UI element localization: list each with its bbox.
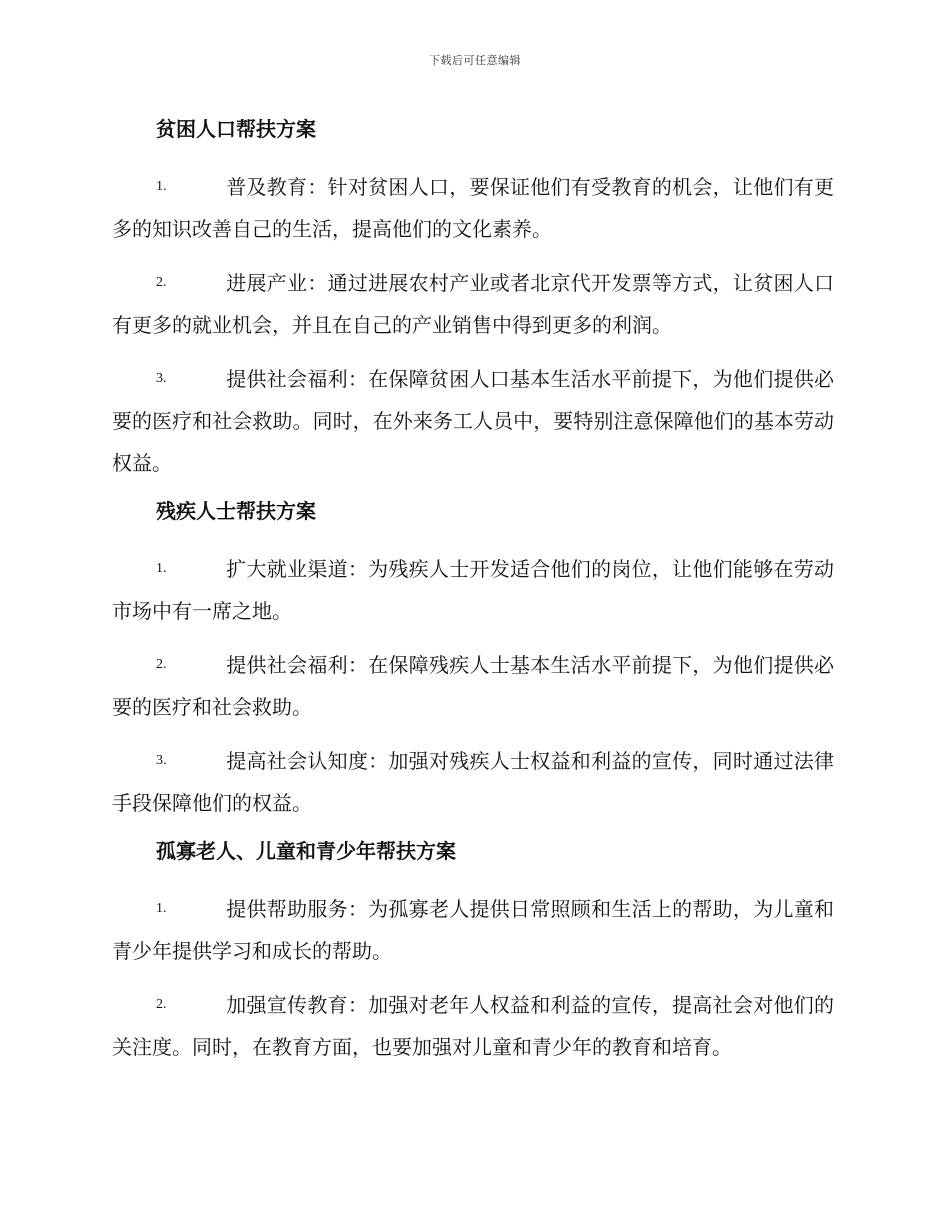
item-number: 1. bbox=[156, 561, 167, 576]
item-text: 提供帮助服务：为孤寡老人提供日常照顾和生活上的帮助，为儿童和青少年提供学习和成长的帮助。 bbox=[112, 897, 834, 963]
list-item bbox=[112, 262, 834, 346]
item-number: 3. bbox=[156, 753, 167, 768]
item-number: 1. bbox=[156, 179, 167, 194]
document-body bbox=[112, 108, 834, 1080]
page-header: 下载后可任意编辑 bbox=[429, 54, 521, 67]
section-elderly-youth bbox=[112, 836, 834, 1068]
section-title: 孤寡老人、儿童和青少年帮扶方案 bbox=[156, 839, 456, 863]
item-text: 加强宣传教育：加强对老年人权益和利益的宣传，提高社会对他们的关注度。同时，在教育方面，也要加强对儿童和青少年的教育和培育。 bbox=[112, 993, 834, 1059]
item-text: 扩大就业渠道：为残疾人士开发适合他们的岗位，让他们能够在劳动市场中有一席之地。 bbox=[112, 557, 834, 623]
list-item bbox=[112, 166, 834, 250]
item-text: 普及教育：针对贫困人口，要保证他们有受教育的机会，让他们有更多的知识改善自己的生活，提高他们的文化素养。 bbox=[112, 175, 834, 241]
item-number: 2. bbox=[156, 657, 167, 672]
item-number: 3. bbox=[156, 371, 167, 386]
item-number: 1. bbox=[156, 901, 167, 916]
section-title: 贫困人口帮扶方案 bbox=[156, 117, 316, 141]
list-item bbox=[112, 358, 834, 484]
item-text: 提供社会福利：在保障残疾人士基本生活水平前提下，为他们提供必要的医疗和社会救助。 bbox=[112, 653, 834, 719]
list-item bbox=[112, 740, 834, 824]
section-disabled bbox=[112, 496, 834, 824]
section-poverty bbox=[112, 114, 834, 484]
item-number: 2. bbox=[156, 997, 167, 1012]
item-text: 进展产业：通过进展农村产业或者北京代开发票等方式，让贫困人口有更多的就业机会，并且在自己的产业销售中得到更多的利润。 bbox=[112, 271, 834, 337]
section-title: 残疾人士帮扶方案 bbox=[156, 499, 316, 523]
item-number: 2. bbox=[156, 275, 167, 290]
list-item bbox=[112, 548, 834, 632]
list-item bbox=[112, 984, 834, 1068]
list-item bbox=[112, 888, 834, 972]
item-text: 提高社会认知度：加强对残疾人士权益和利益的宣传，同时通过法律手段保障他们的权益。 bbox=[112, 749, 834, 815]
list-item bbox=[112, 644, 834, 728]
item-text: 提供社会福利：在保障贫困人口基本生活水平前提下，为他们提供必要的医疗和社会救助。同时，在外来务工人员中，要特别注意保障他们的基本劳动权益。 bbox=[112, 367, 834, 475]
